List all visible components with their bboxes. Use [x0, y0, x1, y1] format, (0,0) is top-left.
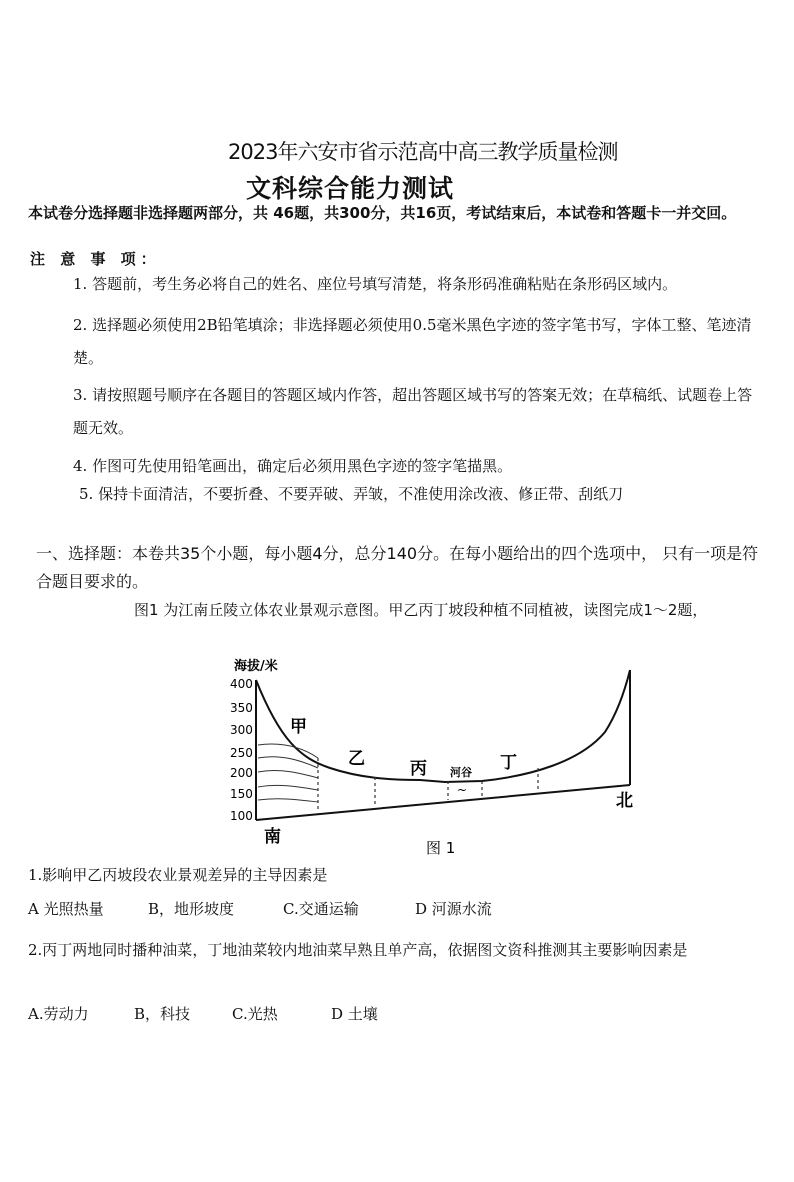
exam-subtitle: 文科综合能力测试 — [246, 174, 455, 203]
q1-option-c: C.交通运输 — [283, 900, 359, 918]
river-symbol: ~ — [457, 783, 468, 797]
label-hegu: 河谷 — [450, 766, 472, 779]
exam-intro: 本试卷分选择题非选择题两部分，共 46题，共300分，共16页，考试结束后，本试卷和答题卡一并交回。 — [28, 204, 737, 222]
q2-option-b: B，科技 — [134, 1005, 191, 1023]
question-1-stem: 1.影响甲乙丙坡段农业景观差异的主导因素是 — [28, 866, 328, 884]
notice-item-2: 2. 选择题必须使用2B铅笔填涂；非选择题必须使用0.5毫米黑色字迹的签字笔书写，字体工整、笔迹清楚。 — [73, 316, 752, 367]
y-tick-250: 250 — [230, 746, 253, 760]
q1-option-b: B，地形坡度 — [148, 900, 235, 918]
section-heading: 一、选择题：本卷共35个小题，每小题4分，总分140分。在每小题给出的四个选项中， 只有一项是符合题目要求的。 — [36, 544, 759, 591]
base-line — [256, 785, 630, 820]
label-north: 北 — [616, 791, 633, 811]
label-yi: 乙 — [348, 749, 365, 769]
figure-caption: 图 1 — [426, 839, 456, 857]
notice-item-1: 1. 答题前，考生务必将自己的姓名、座位号填写清楚，将条形码准确粘贴在条形码区域内。 — [73, 275, 678, 293]
notice-item-5: 5. 保持卡面清洁，不要折叠、不要弄破、弄皱，不准使用涂改液、修正带、刮纸刀 — [79, 485, 624, 503]
label-ding: 丁 — [500, 753, 517, 773]
label-south: 南 — [264, 827, 281, 847]
y-tick-300: 300 — [230, 723, 253, 737]
exam-title: 2023年六安市省示范高中高三教学质量检测 — [228, 140, 618, 164]
label-bing: 丙 — [410, 759, 427, 779]
q2-option-c: C.光热 — [232, 1005, 278, 1023]
q2-option-d: D 土壤 — [331, 1005, 378, 1023]
y-tick-200: 200 — [230, 766, 253, 780]
terrain-profile-figure — [220, 650, 650, 860]
q2-option-a: A.劳动力 — [28, 1005, 89, 1023]
notice-item-4: 4. 作图可先使用铅笔画出，确定后必须用黑色字迹的签字笔描黑。 — [73, 457, 513, 475]
y-tick-150: 150 — [230, 787, 253, 801]
q1-option-a: A 光照热量 — [28, 900, 104, 918]
y-tick-350: 350 — [230, 701, 253, 715]
y-axis-label: 海拔/米 — [234, 659, 278, 674]
q1-option-d: D 河源水流 — [415, 900, 492, 918]
y-tick-400: 400 — [230, 677, 253, 691]
question-2-stem: 2.丙丁两地同时播种油菜，丁地油菜较内地油菜早熟且单产高，依据图文资科推测其主要影响因素是 — [28, 941, 688, 959]
notice-heading: 注 意 事 项： — [30, 250, 161, 268]
notice-item-3: 3. 请按照题号顺序在各题目的答题区域内作答，超出答题区域书写的答案无效；在草稿纸、试题卷上答题无效。 — [73, 386, 753, 437]
label-jia: 甲 — [290, 717, 307, 737]
y-tick-100: 100 — [230, 809, 253, 823]
figure-intro: 图1 为江南丘陵立体农业景观示意图。甲乙丙丁坡段种植不同植被，读图完成1～2题， — [134, 601, 708, 619]
terraces — [258, 744, 318, 802]
